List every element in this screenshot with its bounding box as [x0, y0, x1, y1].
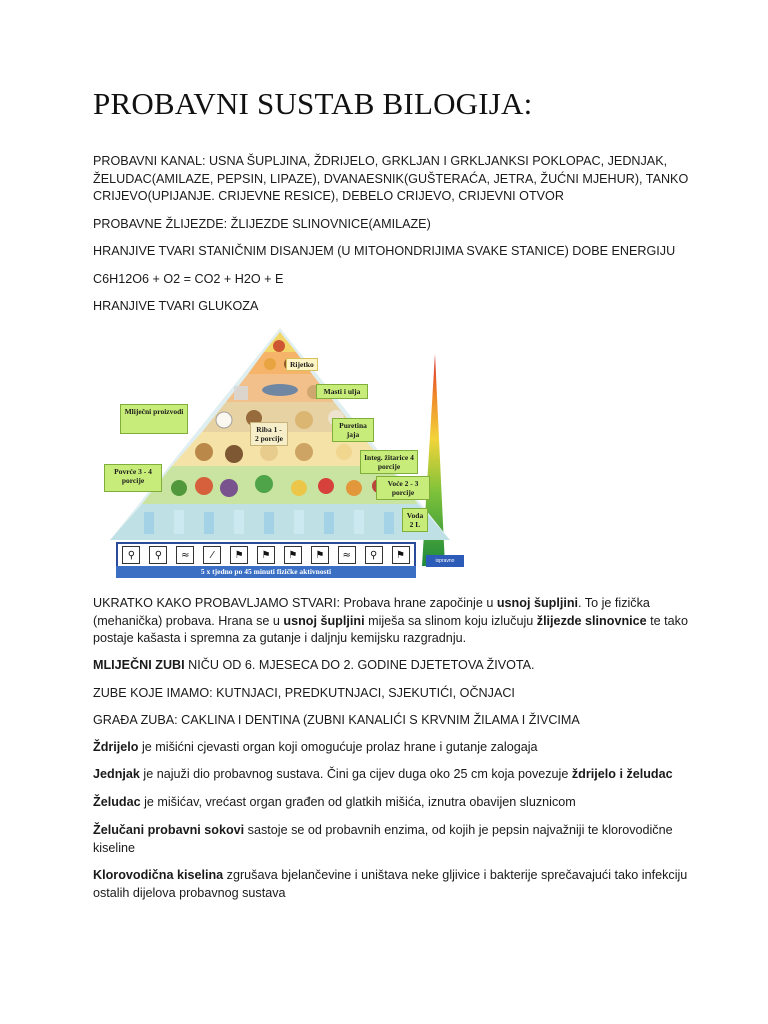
food-pyramid-image	[104, 326, 472, 582]
pyramid-label-puretina: Puretina jaja	[332, 418, 374, 442]
swimming-icon: ≈	[338, 546, 356, 564]
running-icon: ⚑	[230, 546, 248, 564]
activity-icons-bar	[116, 542, 416, 568]
bold-term: Ždrijelo	[93, 740, 139, 754]
paragraph-jednjak	[93, 766, 733, 784]
bold-term: Klorovodična kiselina	[93, 868, 224, 882]
paragraph-grada-zuba: GRAĐA ZUBA: CAKLINA I DENTINA (ZUBNI KANALIĆI S KRVNIM ŽILAMA I ŽIVCIMA	[93, 713, 580, 727]
text-span: je mišićni cjevasti organ koji omogućuje prolaz hrane i gutanje zalogaja	[138, 740, 538, 754]
paragraph-zeludac	[93, 794, 693, 812]
running-icon: ⚑	[257, 546, 275, 564]
text-span: zgrušava bjelančevine i uništava neke gljivice i bakterije sprečavajući tako infekciju ostalih dijelova probavnog sustava	[93, 868, 688, 900]
paragraph-formula: C6H12O6 + O2 = CO2 + H2O + E	[93, 272, 284, 286]
text-span: je najuži dio probavnog sustava. Čini ga cijev duga oko 25 cm koja povezuje	[139, 767, 572, 781]
text-span: te tako postaje kašasta i spremna za gutanje i daljnju kemijsku razgradnju.	[93, 613, 688, 645]
pyramid-label-masti: Masti i ulja	[316, 384, 368, 399]
pyramid-label-voda: Voda 2 L	[402, 508, 428, 532]
bold-term: žlijezde slinovnice	[536, 613, 647, 628]
pyramid-label-povrce: Povrće 3 - 4 porcije	[104, 464, 162, 492]
cycling-icon: ⚲	[365, 546, 383, 564]
running-icon: ⚑	[392, 546, 410, 564]
skiing-icon: ⁄	[203, 546, 221, 564]
paragraph-glukoza: HRANJIVE TVARI GLUKOZA	[93, 299, 259, 313]
text-span: NIČU OD 6. MJESECA DO 2. GODINE DJETETOVA ŽIVOTA.	[184, 658, 535, 672]
running-icon: ⚑	[284, 546, 302, 564]
pyramid-label-integ: Integ. žitarice 4 porcije	[360, 450, 418, 474]
ispravno-label: ispravno	[426, 555, 464, 567]
text-span: . To je fizička (mehanička) probava. Hrana se u	[93, 596, 650, 628]
text-span: je mišićav, vrećast organ građen od glatkih mišića, iznutra obavijen sluznicom	[140, 795, 576, 809]
cycling-icon: ⚲	[122, 546, 140, 564]
swimming-icon: ≈	[176, 546, 194, 564]
paragraph-klorovodicna	[93, 867, 693, 902]
text-span: UKRATKO KAKO PROBAVLJAMO STVARI: Probava hrane započinje u	[93, 596, 497, 610]
bold-term: Želučani probavni sokovi	[93, 823, 245, 837]
pyramid-label-riba: Riba 1 - 2 porcije	[250, 422, 288, 446]
pyramid-label-voce: Voće 2 - 3 porcije	[376, 476, 430, 500]
bold-term: MLIJEČNI ZUBI	[93, 658, 185, 672]
activity-caption: 5 x tjedno po 45 minuti fizičke aktivnosti	[116, 566, 416, 578]
running-icon: ⚑	[311, 546, 329, 564]
paragraph-ukratko	[93, 595, 693, 648]
pyramid-label-rijetko: Rijetko	[286, 358, 318, 371]
paragraph-probavni-kanal: PROBAVNI KANAL: USNA ŠUPLJINA, ŽDRIJELO, GRKLJAN I GRKLJANKSI POKLOPAC, JEDNJAK, ŽELUDAC(AMILAZE, PEPSIN, LIPAZE), DVANAESNIK(GUŠTERAĆA, JETRA, ŽUĆNI MJEHUR), TANKO CRIJEVO(UPIJANJE. CRIJEVNE RESICE), DEBELO CRIJEVO, CRIJEVNI OTVOR	[93, 154, 689, 203]
text-span: sastoje se od probavnih enzima, od kojih je pepsin najvažniji te klorovodične kiseline	[93, 823, 673, 855]
cycling-icon: ⚲	[149, 546, 167, 564]
text-span: miješa sa slinom koju izlučuju	[364, 613, 537, 628]
bold-term: usnoj šupljini	[496, 596, 579, 610]
bold-term: Želudac	[93, 795, 141, 809]
bold-term: usnoj šupljini	[283, 613, 365, 628]
bold-term: ždrijelo i želudac	[571, 767, 673, 781]
document-title: PROBAVNI SUSTAB BILOGIJA:	[93, 86, 533, 121]
paragraph-zelucani-sokovi	[93, 822, 693, 857]
bold-term: Jednjak	[93, 767, 140, 781]
paragraph-zdrijelo	[93, 739, 693, 757]
paragraph-stanicno-disanje: HRANJIVE TVARI STANIČNIM DISANJEM (U MITOHONDRIJIMA SVAKE STANICE) DOBE ENERGIJU	[93, 244, 676, 258]
paragraph-mlijecni-zubi	[93, 657, 693, 675]
paragraph-zubi: ZUBE KOJE IMAMO: KUTNJACI, PREDKUTNJACI, SJEKUTIĆI, OČNJACI	[93, 686, 515, 700]
pyramid-label-mlijecni: Mliječni proizvodi	[120, 404, 188, 434]
paragraph-probavne-zlijezde: PROBAVNE ŽLIJEZDE: ŽLIJEZDE SLINOVNICE(AMILAZE)	[93, 217, 431, 231]
